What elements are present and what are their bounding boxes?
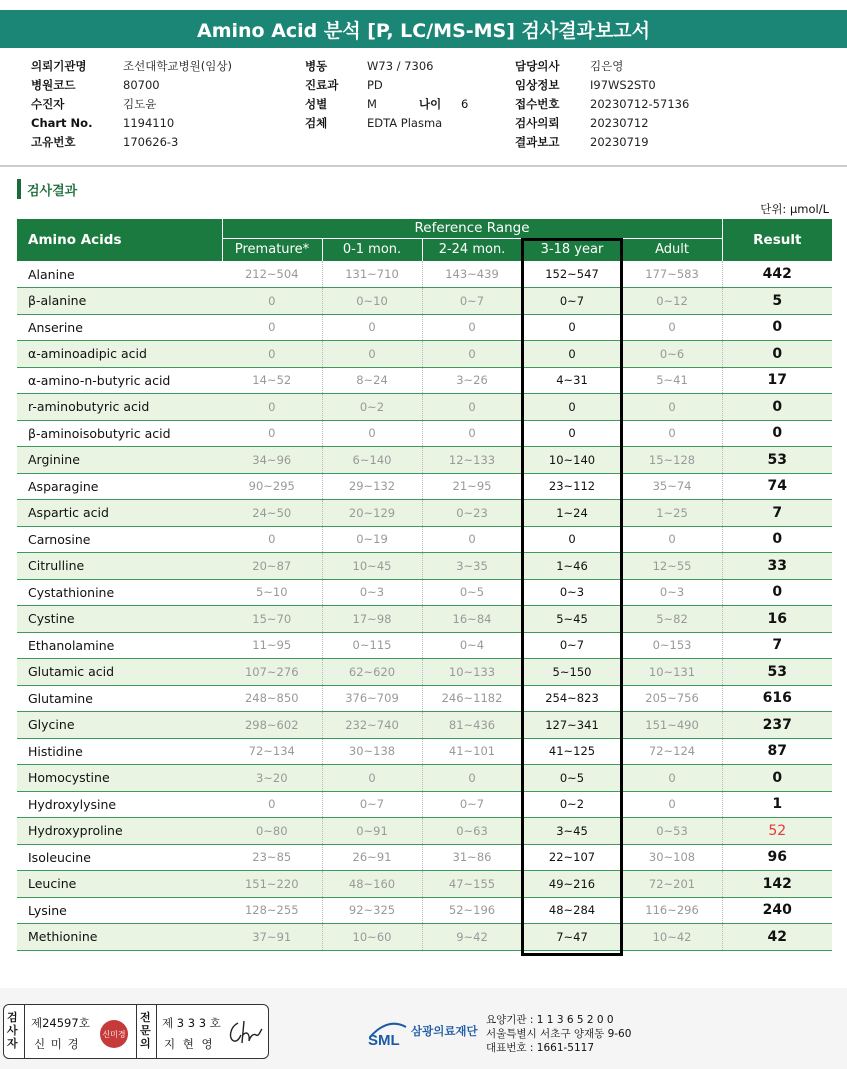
inspector-name: 신 미 경 [34,1037,80,1051]
info-value: 1194110 [123,115,175,130]
ref-2-24mon: 0~23 [422,500,522,527]
ref-premature: 34~96 [222,447,322,474]
info-value: 김도윤 [123,96,157,111]
info-row [305,75,442,94]
ref-2-24mon: 41~101 [422,738,522,765]
ref-adult: 0 [622,526,722,553]
ref-2-24mon: 47~155 [422,871,522,898]
info-row [515,75,689,94]
result-value: 17 [722,367,832,394]
info-row [305,113,442,132]
ref-3-18year: 0 [522,314,622,341]
ref-0-1mon: 0~7 [322,791,422,818]
ref-premature: 90~295 [222,473,322,500]
ref-premature: 5~10 [222,579,322,606]
result-value: 0 [722,526,832,553]
result-value: 53 [722,447,832,474]
table-row [17,553,832,580]
section-header [17,178,77,200]
info-row [515,94,689,113]
ref-2-24mon: 246~1182 [422,685,522,712]
ref-adult: 5~41 [622,367,722,394]
result-value: 87 [722,738,832,765]
ref-premature: 37~91 [222,924,322,951]
info-label: 검체 [305,115,328,130]
amino-acid-name: Aspartic acid [17,500,222,527]
ref-premature: 20~87 [222,553,322,580]
amino-acid-name: Isoleucine [17,844,222,871]
info-row [515,113,689,132]
info-label: 결과보고 [515,134,560,149]
ref-0-1mon: 8~24 [322,367,422,394]
sml-logo-icon [367,1015,409,1047]
table-row [17,844,832,871]
ref-premature: 23~85 [222,844,322,871]
ref-2-24mon: 0~4 [422,632,522,659]
table-row [17,420,832,447]
info-label: 수진자 [31,96,65,111]
amino-acid-name: Arginine [17,447,222,474]
info-label: 성별 [305,96,328,111]
ref-0-1mon: 131~710 [322,261,422,288]
result-value: 142 [722,871,832,898]
ref-0-1mon: 6~140 [322,447,422,474]
age-label: 나이 [419,96,442,111]
org-info [486,1013,631,1055]
signature-box [3,1004,269,1059]
amino-acid-name: β-aminoisobutyric acid [17,420,222,447]
table-row [17,473,832,500]
section-title: 검사결과 [27,183,78,199]
info-label: 병원코드 [31,77,76,92]
info-value: 조선대학교병원(임상) [123,58,232,73]
table-row [17,261,832,288]
amino-acid-name: Anserine [17,314,222,341]
info-label: 임상정보 [515,77,560,92]
ref-0-1mon: 10~60 [322,924,422,951]
ref-2-24mon: 9~42 [422,924,522,951]
result-value: 52 [722,818,832,845]
ref-3-18year: 1~24 [522,500,622,527]
ref-0-1mon: 10~45 [322,553,422,580]
amino-acid-name: α-amino-n-butyric acid [17,367,222,394]
ref-premature: 0 [222,314,322,341]
ref-2-24mon: 0~7 [422,791,522,818]
info-label: 병동 [305,58,328,73]
info-column-1 [31,56,232,151]
ref-premature: 3~20 [222,765,322,792]
ref-3-18year: 22~107 [522,844,622,871]
ref-3-18year: 10~140 [522,447,622,474]
result-value: 0 [722,394,832,421]
ref-3-18year: 48~284 [522,897,622,924]
ref-col-adult: Adult [622,238,722,261]
info-value: M [367,96,377,111]
ref-premature: 0 [222,394,322,421]
ref-2-24mon: 3~35 [422,553,522,580]
info-value: 20230712 [590,115,649,130]
ref-col-0-1mon: 0-1 mon. [322,238,422,261]
inspector-number: 제24597호 [31,1016,90,1030]
info-row [31,94,232,113]
info-label: 담당의사 [515,58,560,73]
ref-adult: 0~6 [622,341,722,368]
ref-3-18year: 7~47 [522,924,622,951]
result-value: 74 [722,473,832,500]
ref-adult: 0~53 [622,818,722,845]
result-value: 1 [722,791,832,818]
specialist-label: 전문의 [140,1011,151,1050]
amino-acid-name: r-aminobutyric acid [17,394,222,421]
table-row [17,314,832,341]
ref-adult: 0~3 [622,579,722,606]
ref-adult: 0 [622,765,722,792]
ref-premature: 11~95 [222,632,322,659]
ref-2-24mon: 0 [422,341,522,368]
ref-premature: 0~80 [222,818,322,845]
ref-premature: 15~70 [222,606,322,633]
ref-3-18year: 0~7 [522,288,622,315]
amino-acid-name: Citrulline [17,553,222,580]
amino-acid-name: Hydroxyproline [17,818,222,845]
ref-0-1mon: 0~2 [322,394,422,421]
result-value: 7 [722,632,832,659]
result-value: 5 [722,288,832,315]
amino-acid-name: Carnosine [17,526,222,553]
info-label: 진료과 [305,77,339,92]
divider [156,1005,157,1058]
specialist-number: 제 3 3 3 호 [162,1016,221,1030]
unit-label: 단위: μmol/L [760,202,829,216]
info-label: 검사의뢰 [515,115,560,130]
amino-acid-name: Leucine [17,871,222,898]
ref-3-18year: 5~45 [522,606,622,633]
amino-acid-name: Methionine [17,924,222,951]
result-value: 442 [722,261,832,288]
ref-premature: 14~52 [222,367,322,394]
ref-3-18year: 254~823 [522,685,622,712]
amino-acid-name: Cystine [17,606,222,633]
ref-adult: 177~583 [622,261,722,288]
ref-0-1mon: 48~160 [322,871,422,898]
info-row [31,75,232,94]
ref-adult: 12~55 [622,553,722,580]
info-row [31,56,232,75]
info-value: W73 / 7306 [367,58,434,73]
ref-3-18year: 49~216 [522,871,622,898]
table-row [17,500,832,527]
ref-adult: 0~12 [622,288,722,315]
ref-2-24mon: 0~63 [422,818,522,845]
ref-0-1mon: 0~115 [322,632,422,659]
ref-3-18year: 127~341 [522,712,622,739]
inspector-label: 검사자 [7,1011,18,1050]
ref-0-1mon: 0~91 [322,818,422,845]
result-value: 42 [722,924,832,951]
info-value: EDTA Plasma [367,115,443,130]
ref-premature: 72~134 [222,738,322,765]
ref-0-1mon: 62~620 [322,659,422,686]
table-row [17,924,832,951]
table-row [17,897,832,924]
ref-3-18year: 5~150 [522,659,622,686]
info-row [305,56,442,75]
table-row [17,871,832,898]
ref-adult: 151~490 [622,712,722,739]
table-row [17,712,832,739]
ref-0-1mon: 0~3 [322,579,422,606]
ref-3-18year: 152~547 [522,261,622,288]
amino-acid-name: Glycine [17,712,222,739]
info-value: 20230712-57136 [590,96,690,111]
ref-2-24mon: 31~86 [422,844,522,871]
ref-2-24mon: 52~196 [422,897,522,924]
ref-adult: 0 [622,791,722,818]
ref-3-18year: 0 [522,526,622,553]
result-value: 96 [722,844,832,871]
ref-3-18year: 0~3 [522,579,622,606]
ref-2-24mon: 0 [422,314,522,341]
ref-col-3-18year: 3-18 year [522,238,622,261]
amino-acid-name: Alanine [17,261,222,288]
ref-adult: 15~128 [622,447,722,474]
ref-2-24mon: 12~133 [422,447,522,474]
info-label: 접수번호 [515,96,560,111]
ref-premature: 0 [222,341,322,368]
result-value: 0 [722,765,832,792]
age-field [419,94,468,113]
result-value: 0 [722,341,832,368]
result-value: 616 [722,685,832,712]
ref-0-1mon: 0 [322,314,422,341]
info-value: 170626-3 [123,134,179,149]
ref-adult: 0 [622,394,722,421]
specialist-name: 지 현 영 [164,1037,215,1051]
ref-premature: 248~850 [222,685,322,712]
ref-adult: 0 [622,420,722,447]
table-row [17,659,832,686]
ref-3-18year: 0 [522,341,622,368]
ref-adult: 0 [622,314,722,341]
ref-3-18year: 0~5 [522,765,622,792]
amino-acid-name: α-aminoadipic acid [17,341,222,368]
report-title: Amino Acid 분석 [P, LC/MS-MS] 검사결과보고서 [0,10,847,48]
result-value: 237 [722,712,832,739]
ref-3-18year: 1~46 [522,553,622,580]
org-line-2: 서울특별시 서초구 양재동 9-60 [486,1028,632,1040]
ref-2-24mon: 0 [422,394,522,421]
amino-acid-name: Ethanolamine [17,632,222,659]
ref-0-1mon: 0 [322,420,422,447]
ref-premature: 128~255 [222,897,322,924]
ref-0-1mon: 0~10 [322,288,422,315]
amino-acid-name: Lysine [17,897,222,924]
info-label: 고유번호 [31,134,76,149]
ref-2-24mon: 3~26 [422,367,522,394]
ref-premature: 0 [222,420,322,447]
svg-text:SML: SML [368,1032,400,1047]
header-divider [0,165,847,167]
table-row [17,738,832,765]
ref-adult: 30~108 [622,844,722,871]
ref-2-24mon: 81~436 [422,712,522,739]
signature-icon [226,1017,264,1047]
ref-3-18year: 0~7 [522,632,622,659]
ref-3-18year: 23~112 [522,473,622,500]
info-value: 80700 [123,77,160,92]
seal-stamp-icon: 신미경 [100,1020,128,1048]
amino-acid-name: Homocystine [17,765,222,792]
ref-adult: 1~25 [622,500,722,527]
info-label: 의뢰기관명 [31,58,87,73]
table-row [17,579,832,606]
ref-0-1mon: 20~129 [322,500,422,527]
ref-2-24mon: 0 [422,420,522,447]
info-row [31,113,232,132]
result-value: 7 [722,500,832,527]
result-value: 240 [722,897,832,924]
sml-logo [367,1015,478,1047]
ref-adult: 10~131 [622,659,722,686]
ref-adult: 116~296 [622,897,722,924]
amino-acid-name: β-alanine [17,288,222,315]
info-value: 20230719 [590,134,649,149]
ref-0-1mon: 92~325 [322,897,422,924]
ref-premature: 0 [222,288,322,315]
ref-3-18year: 0 [522,420,622,447]
ref-0-1mon: 0~19 [322,526,422,553]
ref-col-premature: Premature* [222,238,322,261]
ref-2-24mon: 0 [422,765,522,792]
ref-3-18year: 4~31 [522,367,622,394]
result-value: 33 [722,553,832,580]
amino-acids-header: Amino Acids [17,219,222,261]
ref-3-18year: 3~45 [522,818,622,845]
amino-acid-name: Glutamine [17,685,222,712]
ref-premature: 0 [222,791,322,818]
amino-acid-name: Histidine [17,738,222,765]
table-row [17,526,832,553]
ref-0-1mon: 26~91 [322,844,422,871]
ref-premature: 151~220 [222,871,322,898]
ref-adult: 0~153 [622,632,722,659]
ref-col-2-24mon: 2-24 mon. [422,238,522,261]
results-table [17,219,832,951]
table-row [17,394,832,421]
org-name: 삼광의료재단 [411,1024,478,1038]
ref-3-18year: 41~125 [522,738,622,765]
table-row [17,447,832,474]
org-line-3: 대표번호 : 1661-5117 [486,1042,595,1054]
ref-adult: 205~756 [622,685,722,712]
result-header: Result [722,219,832,261]
table-row [17,632,832,659]
org-line-1: 요양기관 : 1 1 3 6 5 2 0 0 [486,1014,614,1026]
ref-0-1mon: 29~132 [322,473,422,500]
ref-premature: 298~602 [222,712,322,739]
ref-adult: 35~74 [622,473,722,500]
ref-adult: 72~201 [622,871,722,898]
table-row [17,818,832,845]
result-value: 0 [722,420,832,447]
ref-premature: 212~504 [222,261,322,288]
info-column-3 [515,56,689,151]
table-row [17,791,832,818]
amino-acid-name: Hydroxylysine [17,791,222,818]
result-value: 53 [722,659,832,686]
result-value: 0 [722,314,832,341]
section-bar [17,179,21,199]
info-row [31,132,232,151]
info-value: 김은영 [590,58,624,73]
info-value: PD [367,77,383,92]
divider [24,1005,25,1058]
ref-3-18year: 0 [522,394,622,421]
ref-2-24mon: 0~5 [422,579,522,606]
ref-2-24mon: 0~7 [422,288,522,315]
ref-adult: 10~42 [622,924,722,951]
ref-0-1mon: 0 [322,765,422,792]
ref-2-24mon: 143~439 [422,261,522,288]
info-row [515,56,689,75]
table-row [17,606,832,633]
ref-adult: 5~82 [622,606,722,633]
result-value: 16 [722,606,832,633]
table-row [17,367,832,394]
ref-2-24mon: 21~95 [422,473,522,500]
ref-premature: 107~276 [222,659,322,686]
age-value: 6 [461,96,469,111]
ref-adult: 72~124 [622,738,722,765]
info-row [515,132,689,151]
info-label: Chart No. [31,115,93,130]
table-row [17,288,832,315]
ref-premature: 24~50 [222,500,322,527]
amino-acid-name: Glutamic acid [17,659,222,686]
table-row [17,341,832,368]
result-value: 0 [722,579,832,606]
info-value: I97WS2ST0 [590,77,656,92]
table-row [17,685,832,712]
amino-acid-name: Cystathionine [17,579,222,606]
ref-2-24mon: 10~133 [422,659,522,686]
amino-acid-name: Asparagine [17,473,222,500]
divider [136,1005,137,1058]
ref-0-1mon: 30~138 [322,738,422,765]
ref-3-18year: 0~2 [522,791,622,818]
ref-0-1mon: 0 [322,341,422,368]
ref-2-24mon: 0 [422,526,522,553]
ref-2-24mon: 16~84 [422,606,522,633]
ref-0-1mon: 376~709 [322,685,422,712]
ref-0-1mon: 17~98 [322,606,422,633]
table-row [17,765,832,792]
ref-0-1mon: 232~740 [322,712,422,739]
reference-range-header: Reference Range [222,219,722,238]
ref-premature: 0 [222,526,322,553]
